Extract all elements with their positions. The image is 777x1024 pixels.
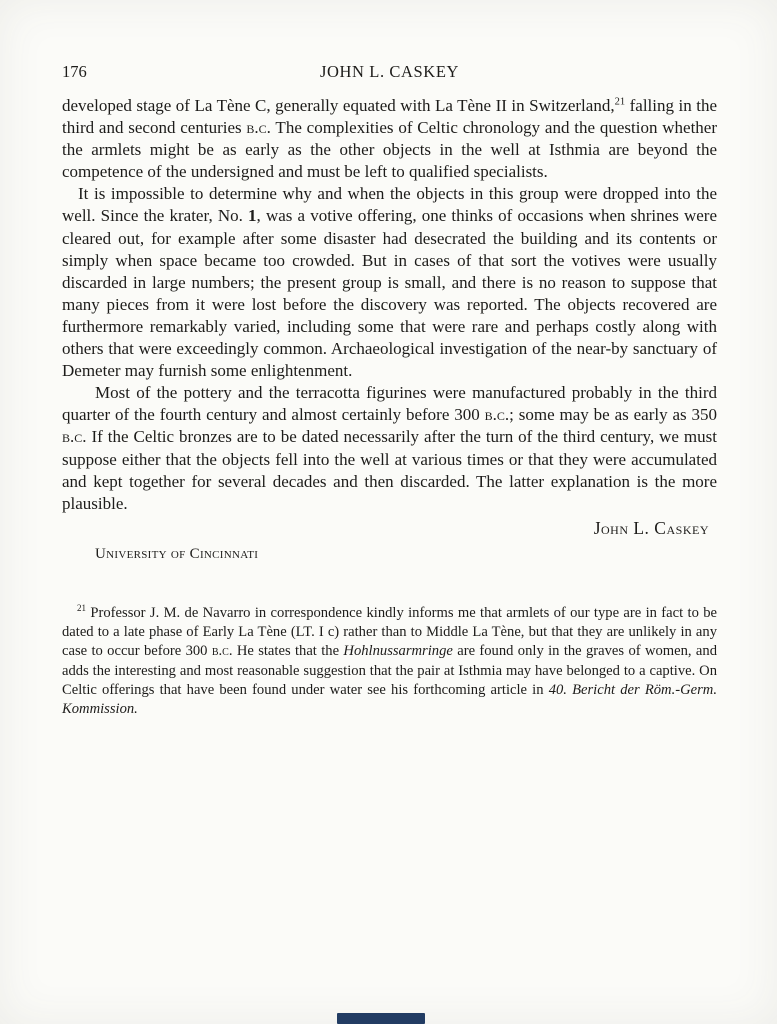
text-run: Hohlnussarmringe (343, 643, 453, 660)
scan-artifact-bar (337, 1013, 425, 1024)
text-run: b.c. (484, 405, 510, 425)
body-text (62, 95, 717, 515)
text-run: b.c. (246, 118, 271, 138)
text-run: The complexities of Celtic chronology and the question whether the armlets might be as early as the other objects in the well at Isthmia are beyond the competence of the undersigned and must be left to qualified specialists. (62, 118, 717, 182)
running-head: JOHN L. CASKEY (319, 62, 460, 81)
paragraph (62, 95, 717, 183)
text-run: Professor J. M. de Navarro in correspondence kindly informs me that armlets of our type are in fact to be dated to a late phase of Early La Tène (LT. I c) rather than to Middle La Tène, but that they are unlikely in any case to occur before 300 (62, 604, 717, 660)
text-run: If the Celtic bronzes are to be dated necessarily after the turn of the third century, we must suppose either that the objects fell into the well at various times or that they were accumulated and kept together for several decades and then discarded. The latter explanation is the more plausible. (62, 427, 717, 513)
paragraph (62, 382, 717, 515)
page-number: 176 (62, 62, 87, 81)
text-run: b.c. (211, 643, 233, 660)
footnote-marker: 21 (614, 96, 626, 108)
text-block (62, 62, 717, 720)
text-run: ; some may be as early as 350 (509, 405, 718, 425)
footnote-text (62, 604, 717, 720)
text-run: falling in the third and second centuries (62, 96, 717, 138)
text-run: , was a votive offering, one thinks of occasions when shrines were cleared out, for example after some disaster had desecrated the building and its contents or simply when space became too crowded. But in cases of that sort the votives were usually discarded in large numbers; the present group is small, and there is no reason to suppose that many pieces from it were lost before the discovery was reported. The objects recovered are furthermore remarkably varied, including some that were rare and perhaps costly along with others that were exceedingly common. Archaeological investigation of the near-by sanctuary of Demeter may furnish some enlightenment. (62, 206, 717, 381)
footnote (62, 604, 717, 720)
text-run: b.c. (62, 427, 87, 447)
author-signature: John L. Caskey (593, 517, 709, 538)
text-run: It is impossible to determine why and when the objects in this group were dropped into the well. Since the krater, No. (62, 184, 717, 226)
text-run: are found only in the graves of women, and adds the interesting and most reasonable suggestion that the pair at Isthmia may have belonged to a captive. On Celtic offerings that have been found under water see his forthcoming article in (62, 643, 717, 698)
text-run: He states that the (232, 643, 344, 660)
text-run: 1 (248, 206, 257, 226)
footnote-marker: 21 (77, 602, 87, 613)
text-run: Most of the pottery and the terracotta figurines were manufactured probably in the third quarter of the fourth century and almost certainly before 300 (62, 383, 717, 425)
paragraph (62, 183, 717, 382)
text-run: developed stage of La Tène C, generally equated with La Tène II in Switzerland, (62, 96, 615, 115)
text-run: 40. Bericht der Röm.-Germ. Kommission. (62, 681, 717, 718)
author-affiliation: University of Cincinnati (95, 545, 259, 562)
page-header (62, 62, 717, 84)
